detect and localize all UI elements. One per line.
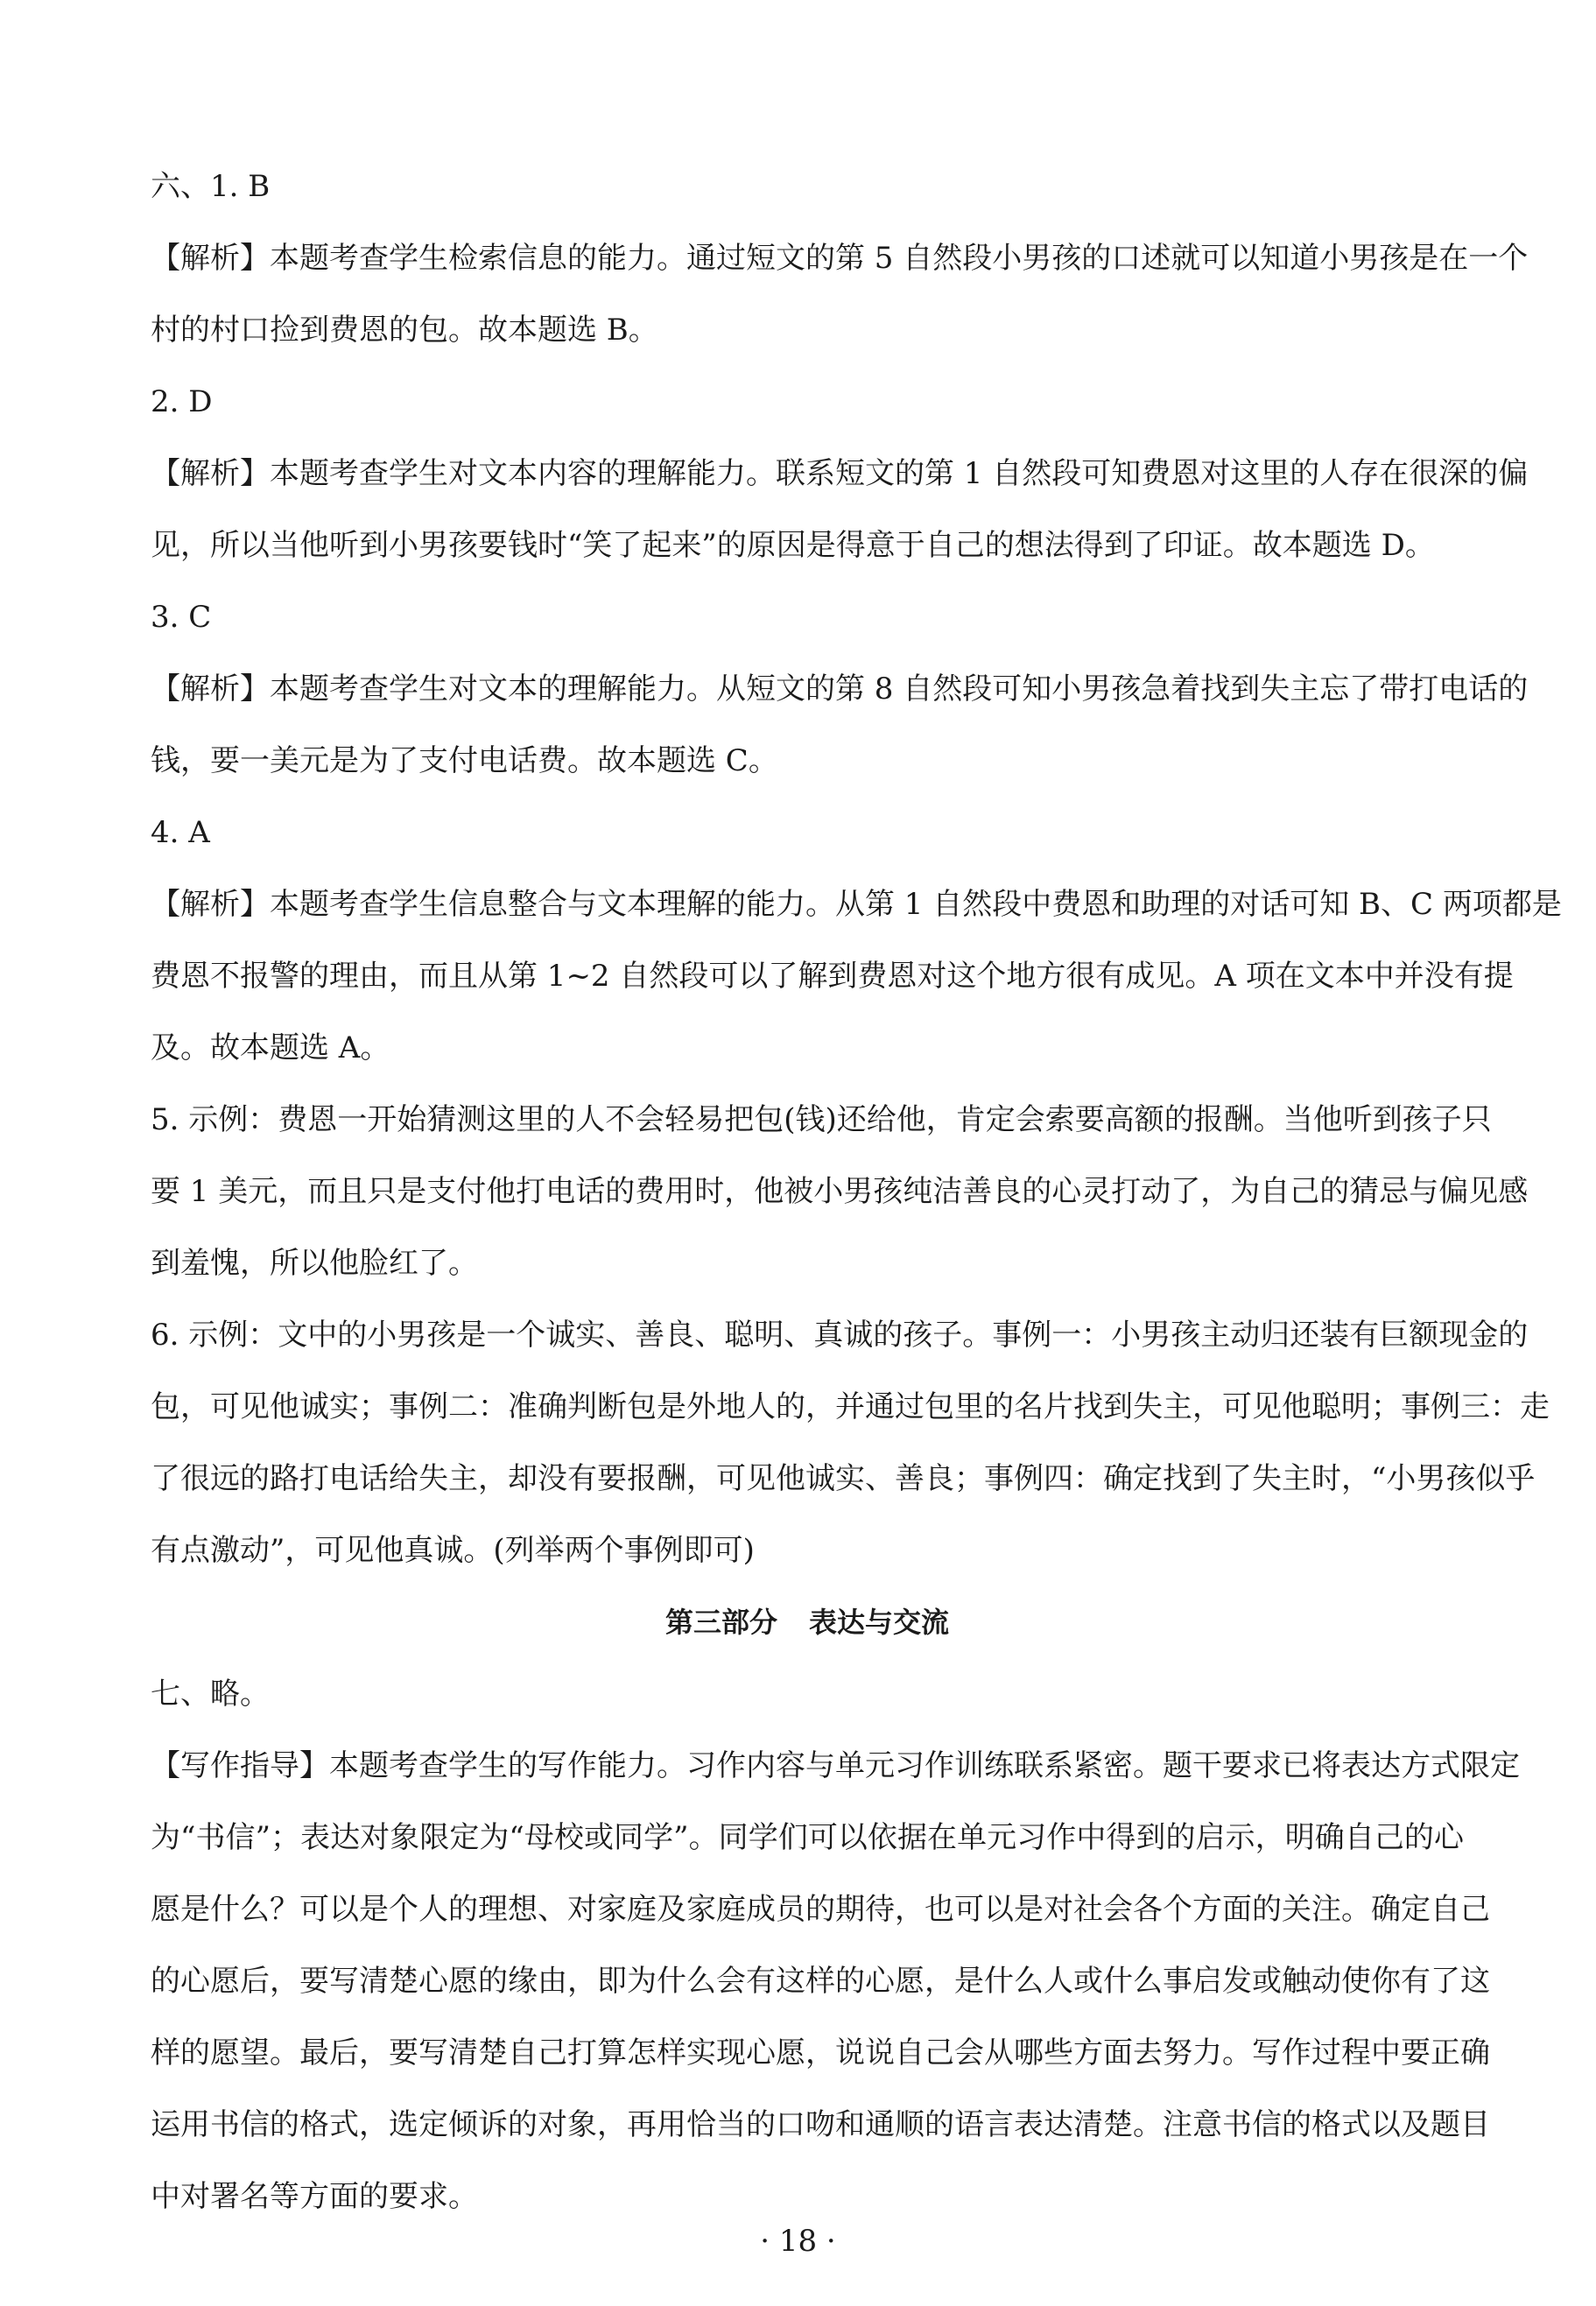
- q6-line-2: 包，可见他诚实；事例二：准确判断包是外地人的，并通过包里的名片找到失主，可见他聪明；事例三：走: [151, 1389, 1550, 1424]
- q1-analysis-line-1: 【解析】本题考查学生检索信息的能力。通过短文的第 5 自然段小男孩的口述就可以知道小男孩是在一个: [151, 241, 1529, 276]
- writing-guide-line-5: 样的愿望。最后，要写清楚自己打算怎样实现心愿，说说自己会从哪些方面去努力。写作过程中要正确: [151, 2035, 1490, 2070]
- q1-analysis-line-2: 村的村口捡到费恩的包。故本题选 B。: [151, 313, 658, 348]
- writing-guide-line-4: 的心愿后，要写清楚心愿的缘由，即为什么会有这样的心愿，是什么人或什么事启发或触动使你有了这: [151, 1964, 1490, 1999]
- q1-answer: 六、1. B: [151, 169, 271, 204]
- q4-analysis-line-2: 费恩不报警的理由，而且从第 1~2 自然段可以了解到费恩对这个地方很有成见。A 项在文本中并没有提: [151, 959, 1514, 994]
- q5-line-2: 要 1 美元，而且只是支付他打电话的费用时，他被小男孩纯洁善良的心灵打动了，为自己的猜忌与偏见感: [151, 1174, 1529, 1209]
- writing-guide-line-7: 中对署名等方面的要求。: [151, 2179, 478, 2214]
- q3-analysis-line-2: 钱，要一美元是为了支付电话费。故本题选 C。: [151, 743, 778, 778]
- q3-answer: 3. C: [151, 600, 212, 635]
- writing-guide-line-6: 运用书信的格式，选定倾诉的对象，再用恰当的口吻和通顺的语言表达清楚。注意书信的格式以及题目: [151, 2107, 1490, 2142]
- page-number: · 18 ·: [760, 2224, 836, 2259]
- q4-analysis-line-1: 【解析】本题考查学生信息整合与文本理解的能力。从第 1 自然段中费恩和助理的对话可知 B、C 两项都是: [151, 887, 1562, 922]
- q6-line-3: 了很远的路打电话给失主，却没有要报酬，可见他诚实、善良；事例四：确定找到了失主时，“小男孩似乎: [151, 1461, 1536, 1496]
- writing-guide-line-1: 【写作指导】本题考查学生的写作能力。习作内容与单元习作训练联系紧密。题干要求已将表达方式限定: [151, 1748, 1520, 1783]
- q3-analysis-line-1: 【解析】本题考查学生对文本的理解能力。从短文的第 8 自然段可知小男孩急着找到失主忘了带打电话的: [151, 671, 1529, 707]
- q4-analysis-line-3: 及。故本题选 A。: [151, 1030, 390, 1065]
- writing-guide-line-2: 为“书信”；表达对象限定为“母校或同学”。同学们可以依据在单元习作中得到的启示，明确自己的心: [151, 1820, 1464, 1855]
- section-title: [151, 1586, 1464, 1658]
- q2-analysis-line-1: 【解析】本题考查学生对文本内容的理解能力。联系短文的第 1 自然段可知费恩对这里的人存在很深的偏: [151, 456, 1529, 491]
- writing-guide-line-3: 愿是什么？可以是个人的理想、对家庭及家庭成员的期待，也可以是对社会各个方面的关注。确定自己: [151, 1892, 1490, 1927]
- q2-analysis-line-2: 见，所以当他听到小男孩要钱时“笑了起来”的原因是得意于自己的想法得到了印证。故本题选 D。: [151, 528, 1435, 563]
- q5-line-1: 5. 示例：费恩一开始猜测这里的人不会轻易把包(钱)还给他，肯定会索要高额的报酬。当他听到孩子只: [151, 1102, 1492, 1137]
- section-title-name: 表达与交流: [809, 1606, 950, 1639]
- answer-page: [151, 151, 1562, 2232]
- q6-line-4: 有点激动”，可见他真诚。(列举两个事例即可): [151, 1533, 755, 1568]
- section-title-part: 第三部分: [664, 1606, 777, 1639]
- q7-answer: 七、略。: [151, 1677, 270, 1712]
- q4-answer: 4. A: [151, 815, 210, 850]
- q6-line-1: 6. 示例：文中的小男孩是一个诚实、善良、聪明、真诚的孩子。事例一：小男孩主动归还装有巨额现金的: [151, 1318, 1529, 1353]
- q2-answer: 2. D: [151, 384, 213, 419]
- q5-line-3: 到羞愧，所以他脸红了。: [151, 1246, 478, 1281]
